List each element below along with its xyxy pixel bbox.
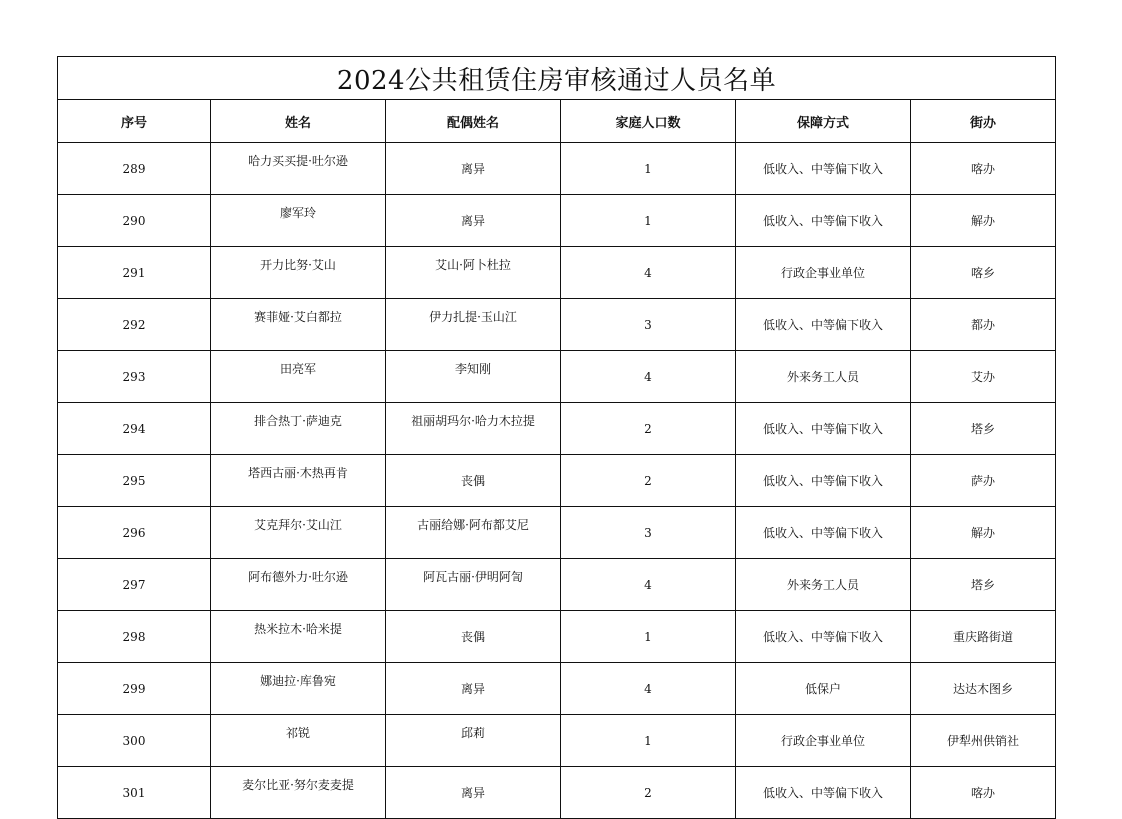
cell-household-size: 2 <box>561 455 736 507</box>
cell-subdistrict-office: 喀乡 <box>911 247 1056 299</box>
cell-subdistrict-office: 重庆路街道 <box>911 611 1056 663</box>
cell-name: 热米拉木·哈米提 <box>211 611 386 663</box>
cell-name: 阿布德外力·吐尔逊 <box>211 559 386 611</box>
cell-name: 哈力买买提·吐尔逊 <box>211 143 386 195</box>
cell-name: 艾克拜尔·艾山江 <box>211 507 386 559</box>
cell-name: 田亮军 <box>211 351 386 403</box>
table-row <box>58 143 1056 195</box>
cell-subdistrict-office: 伊犁州供销社 <box>911 715 1056 767</box>
cell-subdistrict-office: 塔乡 <box>911 559 1056 611</box>
cell-spouse-name: 古丽给娜·阿布都艾尼 <box>386 507 561 559</box>
cell-spouse-name: 离异 <box>386 767 561 819</box>
header-guarantee-type: 保障方式 <box>736 100 911 143</box>
cell-spouse-name: 离异 <box>386 143 561 195</box>
cell-household-size: 4 <box>561 247 736 299</box>
header-name: 姓名 <box>211 100 386 143</box>
cell-guarantee-type: 低收入、中等偏下收入 <box>736 507 911 559</box>
cell-guarantee-type: 低保户 <box>736 663 911 715</box>
cell-subdistrict-office: 达达木图乡 <box>911 663 1056 715</box>
cell-guarantee-type: 行政企事业单位 <box>736 715 911 767</box>
cell-name: 排合热丁·萨迪克 <box>211 403 386 455</box>
cell-subdistrict-office: 解办 <box>911 507 1056 559</box>
cell-name: 娜迪拉·库鲁宛 <box>211 663 386 715</box>
cell-guarantee-type: 低收入、中等偏下收入 <box>736 455 911 507</box>
cell-serial-number: 294 <box>58 403 211 455</box>
table-row <box>58 455 1056 507</box>
cell-spouse-name: 离异 <box>386 663 561 715</box>
cell-household-size: 4 <box>561 351 736 403</box>
cell-guarantee-type: 低收入、中等偏下收入 <box>736 195 911 247</box>
cell-subdistrict-office: 萨办 <box>911 455 1056 507</box>
cell-spouse-name: 伊力扎提·玉山江 <box>386 299 561 351</box>
cell-household-size: 4 <box>561 559 736 611</box>
table-row <box>58 715 1056 767</box>
cell-serial-number: 299 <box>58 663 211 715</box>
table-row <box>58 507 1056 559</box>
table-title: 2024公共租赁住房审核通过人员名单 <box>58 57 1056 100</box>
cell-serial-number: 290 <box>58 195 211 247</box>
cell-spouse-name: 阿瓦古丽·伊明阿訇 <box>386 559 561 611</box>
header-serial-number: 序号 <box>58 100 211 143</box>
cell-spouse-name: 离异 <box>386 195 561 247</box>
cell-subdistrict-office: 喀办 <box>911 143 1056 195</box>
cell-serial-number: 292 <box>58 299 211 351</box>
cell-serial-number: 300 <box>58 715 211 767</box>
cell-name: 赛菲娅·艾白都拉 <box>211 299 386 351</box>
cell-spouse-name: 丧偶 <box>386 455 561 507</box>
housing-approval-table <box>57 56 1056 819</box>
table-row <box>58 299 1056 351</box>
cell-name: 塔西古丽·木热再肯 <box>211 455 386 507</box>
cell-spouse-name: 祖丽胡玛尔·哈力木拉提 <box>386 403 561 455</box>
cell-name: 开力比努·艾山 <box>211 247 386 299</box>
cell-guarantee-type: 低收入、中等偏下收入 <box>736 403 911 455</box>
table-row <box>58 559 1056 611</box>
cell-subdistrict-office: 塔乡 <box>911 403 1056 455</box>
cell-guarantee-type: 低收入、中等偏下收入 <box>736 611 911 663</box>
cell-serial-number: 298 <box>58 611 211 663</box>
table-row <box>58 351 1056 403</box>
table-row <box>58 663 1056 715</box>
header-household-size: 家庭人口数 <box>561 100 736 143</box>
cell-name: 廖军玲 <box>211 195 386 247</box>
cell-household-size: 3 <box>561 507 736 559</box>
cell-subdistrict-office: 都办 <box>911 299 1056 351</box>
cell-household-size: 3 <box>561 299 736 351</box>
cell-serial-number: 293 <box>58 351 211 403</box>
header-subdistrict-office: 街办 <box>911 100 1056 143</box>
cell-serial-number: 297 <box>58 559 211 611</box>
cell-subdistrict-office: 喀办 <box>911 767 1056 819</box>
table-body <box>58 143 1056 819</box>
cell-subdistrict-office: 艾办 <box>911 351 1056 403</box>
cell-spouse-name: 李知刚 <box>386 351 561 403</box>
cell-serial-number: 289 <box>58 143 211 195</box>
cell-spouse-name: 邱莉 <box>386 715 561 767</box>
table-row <box>58 403 1056 455</box>
cell-household-size: 1 <box>561 143 736 195</box>
cell-household-size: 2 <box>561 767 736 819</box>
cell-serial-number: 295 <box>58 455 211 507</box>
table-row <box>58 611 1056 663</box>
header-spouse-name: 配偶姓名 <box>386 100 561 143</box>
cell-guarantee-type: 低收入、中等偏下收入 <box>736 767 911 819</box>
header-row <box>58 100 1056 143</box>
cell-household-size: 1 <box>561 715 736 767</box>
table-row <box>58 195 1056 247</box>
cell-household-size: 2 <box>561 403 736 455</box>
cell-guarantee-type: 行政企事业单位 <box>736 247 911 299</box>
cell-spouse-name: 艾山·阿卜杜拉 <box>386 247 561 299</box>
cell-serial-number: 301 <box>58 767 211 819</box>
cell-name: 祁锐 <box>211 715 386 767</box>
cell-spouse-name: 丧偶 <box>386 611 561 663</box>
cell-guarantee-type: 低收入、中等偏下收入 <box>736 299 911 351</box>
cell-guarantee-type: 低收入、中等偏下收入 <box>736 143 911 195</box>
cell-guarantee-type: 外来务工人员 <box>736 559 911 611</box>
cell-name: 麦尔比亚·努尔麦麦提 <box>211 767 386 819</box>
cell-household-size: 1 <box>561 195 736 247</box>
cell-subdistrict-office: 解办 <box>911 195 1056 247</box>
cell-serial-number: 296 <box>58 507 211 559</box>
cell-serial-number: 291 <box>58 247 211 299</box>
cell-household-size: 4 <box>561 663 736 715</box>
cell-household-size: 1 <box>561 611 736 663</box>
table-row <box>58 247 1056 299</box>
cell-guarantee-type: 外来务工人员 <box>736 351 911 403</box>
